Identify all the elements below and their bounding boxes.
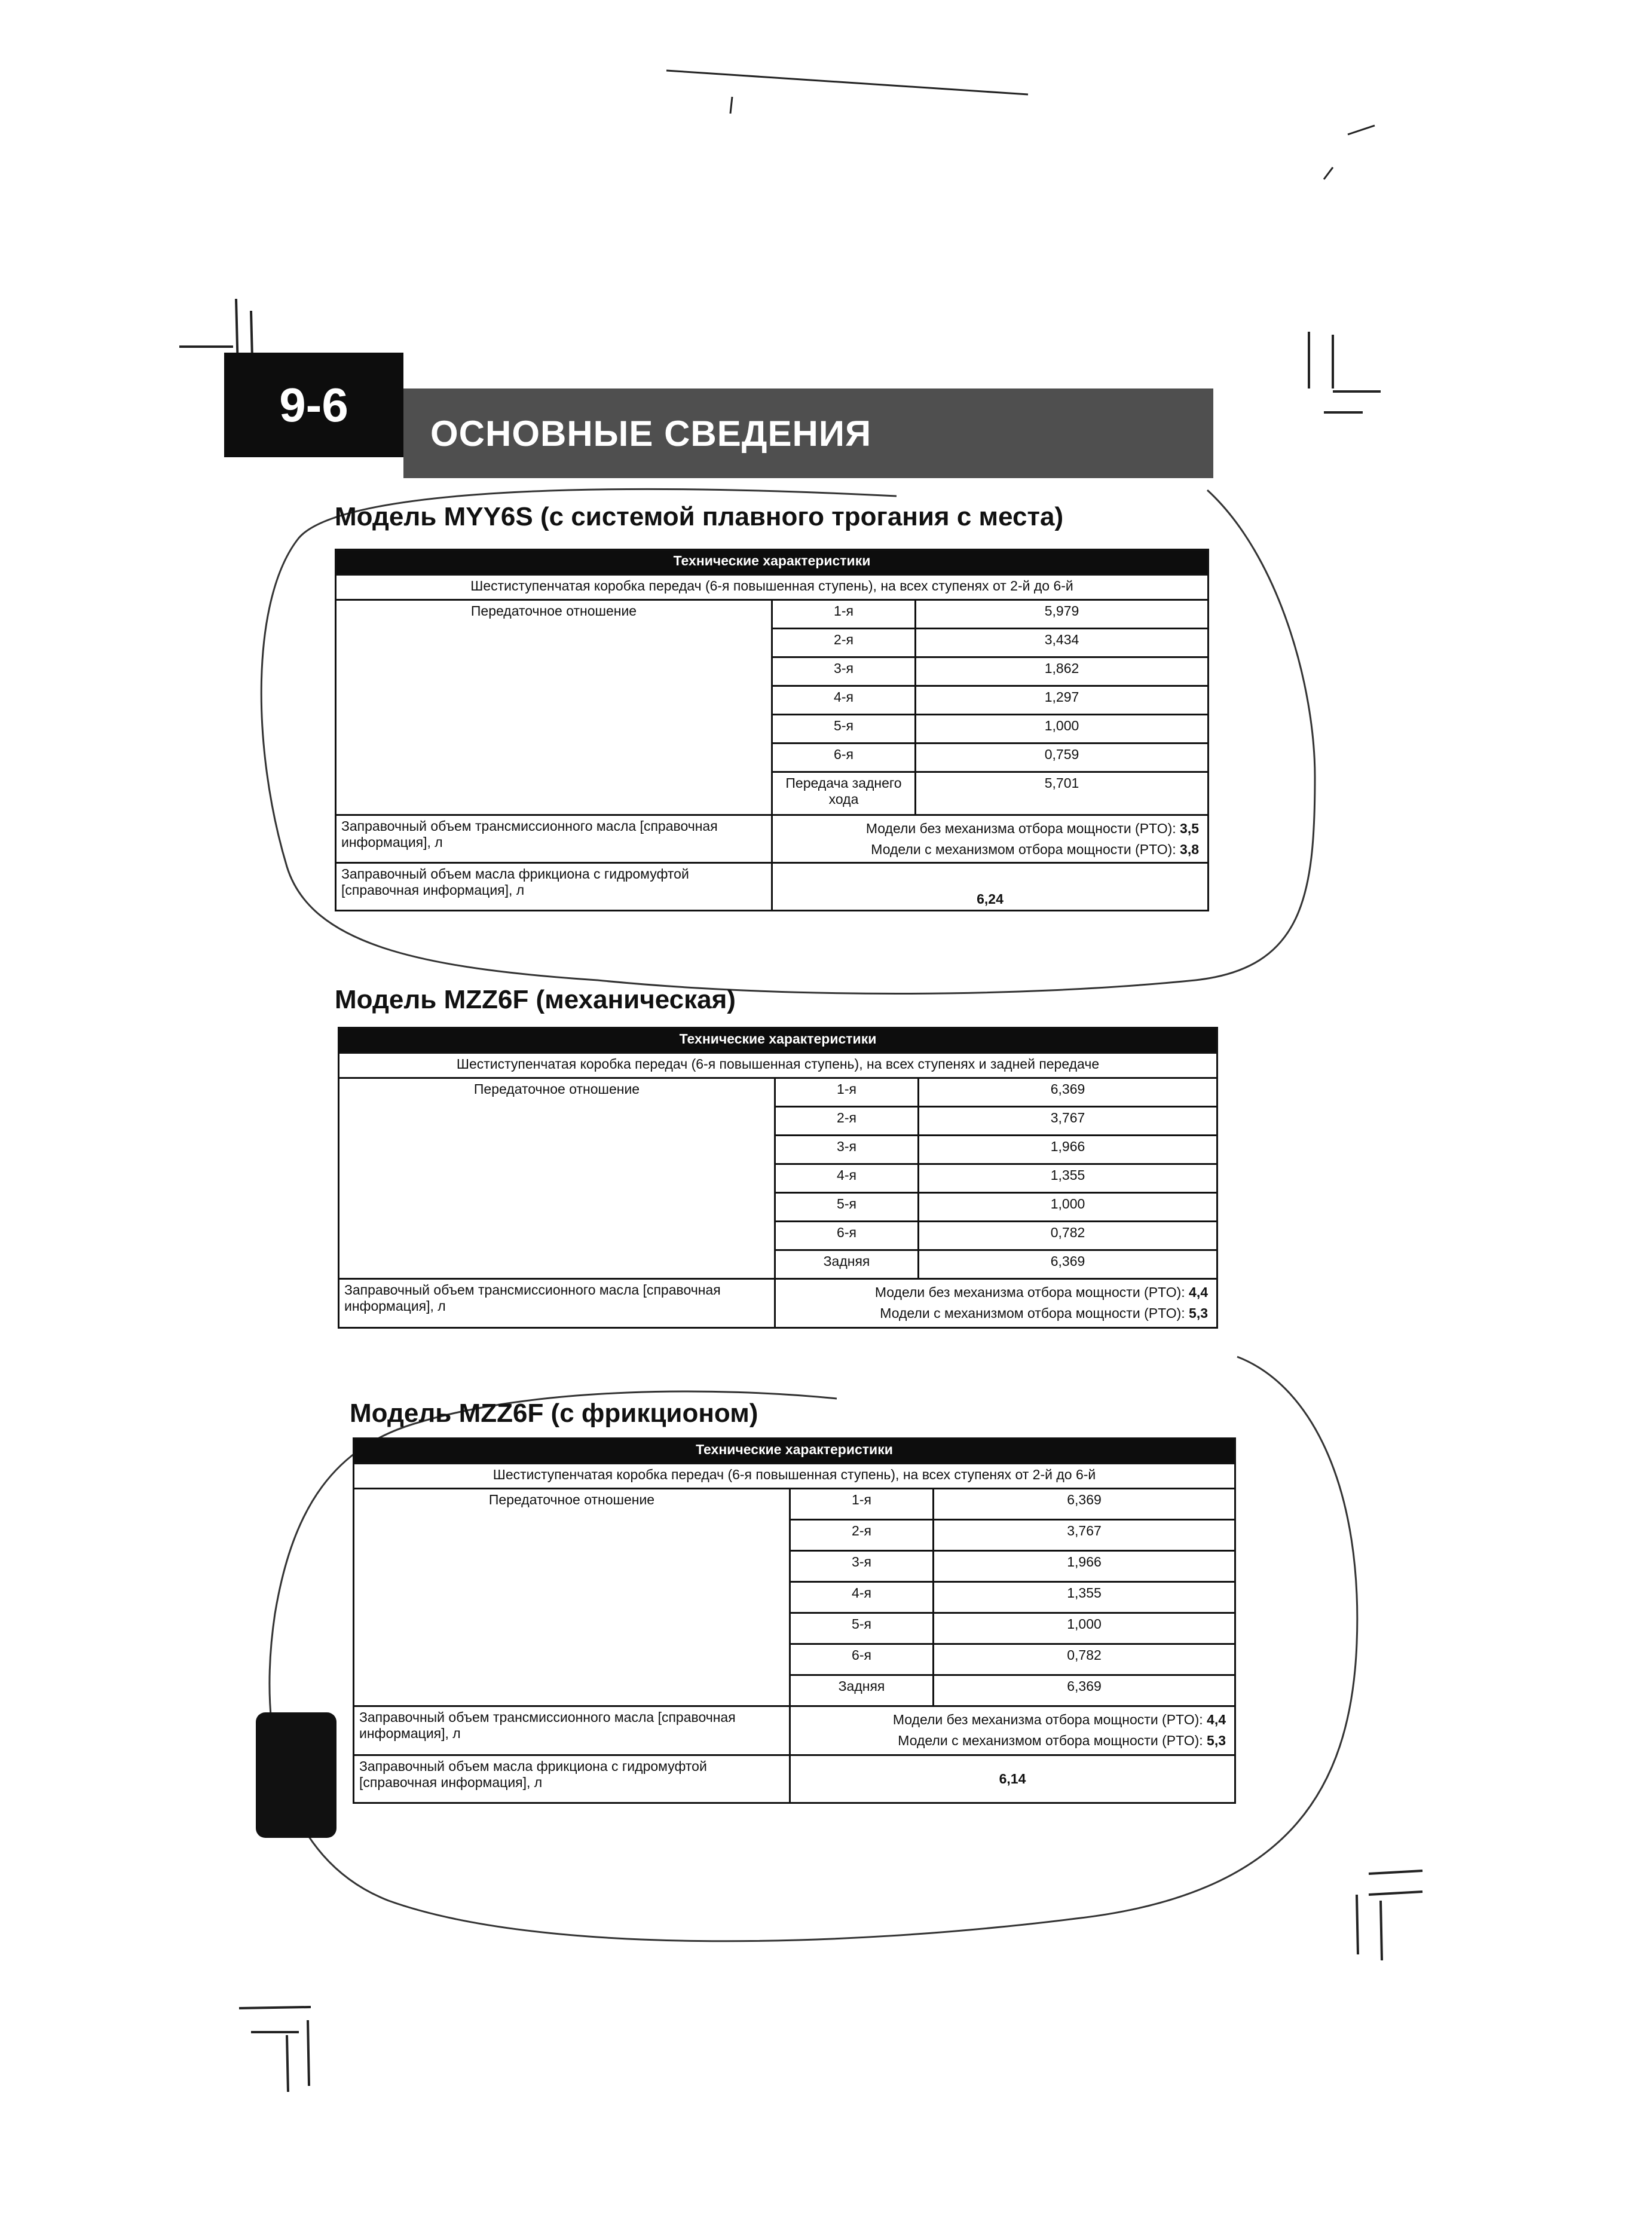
oil-volume-values xyxy=(775,1279,1217,1328)
gear-value: 0,782 xyxy=(919,1222,1217,1250)
oil-volume-values xyxy=(790,1706,1235,1755)
gear-value: 5,979 xyxy=(916,600,1209,629)
gear-value: 6,369 xyxy=(919,1078,1217,1107)
gear-label: 6-я xyxy=(772,744,916,772)
oil-no-pto-label: Модели без механизма отбора мощности (PTO): xyxy=(865,821,1176,836)
gear-label: 2-я xyxy=(790,1520,934,1551)
table-heading: Технические характеристики xyxy=(354,1439,1235,1464)
table-subtitle: Шестиступенчатая коробка передач (6-я повышенная ступень), на всех ступенях от 2-й до 6-й xyxy=(336,575,1209,600)
oil-volume-label: Заправочный объем трансмиссионного масла [справочная информация], л xyxy=(354,1706,790,1755)
table-subtitle: Шестиступенчатая коробка передач (6-я повышенная ступень), на всех ступенях и задней передаче xyxy=(339,1053,1217,1078)
oil-pto-label: Модели с механизмом отбора мощности (PTO): xyxy=(880,1305,1185,1321)
model-title: Модель MZZ6F (с фрикционом) xyxy=(350,1399,758,1428)
gear-value: 1,966 xyxy=(919,1136,1217,1164)
table-subtitle: Шестиступенчатая коробка передач (6-я повышенная ступень), на всех ступенях от 2-й до 6-й xyxy=(354,1464,1235,1489)
page-edge-tab xyxy=(256,1712,336,1838)
gear-label: 1-я xyxy=(772,600,916,629)
gear-label: 3-я xyxy=(775,1136,919,1164)
gear-label: Задняя xyxy=(790,1675,934,1706)
gear-value: 1,000 xyxy=(919,1193,1217,1222)
spec-table-mzz6f-clutch xyxy=(353,1437,1236,1804)
spec-table-myy6s xyxy=(335,549,1209,911)
gear-label: 5-я xyxy=(772,715,916,744)
gear-label: 1-я xyxy=(775,1078,919,1107)
gear-label: 3-я xyxy=(772,657,916,686)
gear-value: 1,297 xyxy=(916,686,1209,715)
gear-label: 1-я xyxy=(790,1489,934,1520)
gear-label: 4-я xyxy=(790,1582,934,1613)
section-header-bar xyxy=(403,388,1213,478)
model-title: Модель MZZ6F (механическая) xyxy=(335,985,736,1014)
gear-value: 1,355 xyxy=(934,1582,1235,1613)
gear-label: 4-я xyxy=(772,686,916,715)
clutch-oil-value: 6,14 xyxy=(790,1755,1235,1803)
gear-value: 5,701 xyxy=(916,772,1209,815)
gear-value: 6,369 xyxy=(919,1250,1217,1279)
section-title: ОСНОВНЫЕ СВЕДЕНИЯ xyxy=(430,413,872,454)
model-title: Модель MYY6S (с системой плавного трогания с места) xyxy=(335,502,1064,531)
oil-no-pto-label: Модели без механизма отбора мощности (PTO): xyxy=(874,1284,1185,1300)
oil-no-pto-value: 4,4 xyxy=(1207,1712,1226,1727)
gear-value: 1,966 xyxy=(934,1551,1235,1582)
gear-label: 3-я xyxy=(790,1551,934,1582)
gear-value: 3,767 xyxy=(919,1107,1217,1136)
gear-value: 1,355 xyxy=(919,1164,1217,1193)
oil-pto-label: Модели с механизмом отбора мощности (PTO): xyxy=(871,841,1176,857)
gear-label: 6-я xyxy=(790,1644,934,1675)
gear-value: 1,000 xyxy=(916,715,1209,744)
oil-pto-value: 5,3 xyxy=(1189,1305,1209,1321)
oil-no-pto-value: 4,4 xyxy=(1189,1284,1209,1300)
gear-value: 1,000 xyxy=(934,1613,1235,1644)
spec-table-mzz6f-manual xyxy=(338,1027,1218,1329)
gear-label: 5-я xyxy=(775,1193,919,1222)
gear-label: Задняя xyxy=(775,1250,919,1279)
gear-value: 6,369 xyxy=(934,1489,1235,1520)
oil-pto-value: 5,3 xyxy=(1207,1732,1226,1748)
gear-label: Передача заднего хода xyxy=(772,772,916,815)
gear-label: 6-я xyxy=(775,1222,919,1250)
oil-no-pto-label: Модели без механизма отбора мощности (PTO): xyxy=(892,1712,1203,1727)
oil-volume-label: Заправочный объем трансмиссионного масла [справочная информация], л xyxy=(339,1279,775,1328)
table-heading: Технические характеристики xyxy=(339,1028,1217,1053)
clutch-oil-value: 6,24 xyxy=(772,863,1209,911)
ratio-label: Передаточное отношение xyxy=(354,1489,790,1706)
oil-volume-values xyxy=(772,815,1209,863)
oil-volume-label: Заправочный объем трансмиссионного масла [справочная информация], л xyxy=(336,815,772,863)
table-heading: Технические характеристики xyxy=(336,550,1209,575)
oil-pto-label: Модели с механизмом отбора мощности (PTO): xyxy=(898,1732,1203,1748)
gear-label: 4-я xyxy=(775,1164,919,1193)
gear-value: 3,767 xyxy=(934,1520,1235,1551)
gear-label: 2-я xyxy=(775,1107,919,1136)
section-number: 9-6 xyxy=(224,353,403,457)
ratio-label: Передаточное отношение xyxy=(339,1078,775,1279)
clutch-oil-label: Заправочный объем масла фрикциона с гидромуфтой [справочная информация], л xyxy=(354,1755,790,1803)
oil-no-pto-value: 3,5 xyxy=(1180,821,1200,836)
gear-value: 0,759 xyxy=(916,744,1209,772)
gear-label: 2-я xyxy=(772,629,916,657)
gear-label: 5-я xyxy=(790,1613,934,1644)
oil-pto-value: 3,8 xyxy=(1180,841,1200,857)
gear-value: 1,862 xyxy=(916,657,1209,686)
gear-value: 3,434 xyxy=(916,629,1209,657)
gear-value: 0,782 xyxy=(934,1644,1235,1675)
gear-value: 6,369 xyxy=(934,1675,1235,1706)
ratio-label: Передаточное отношение xyxy=(336,600,772,815)
clutch-oil-label: Заправочный объем масла фрикциона с гидромуфтой [справочная информация], л xyxy=(336,863,772,911)
